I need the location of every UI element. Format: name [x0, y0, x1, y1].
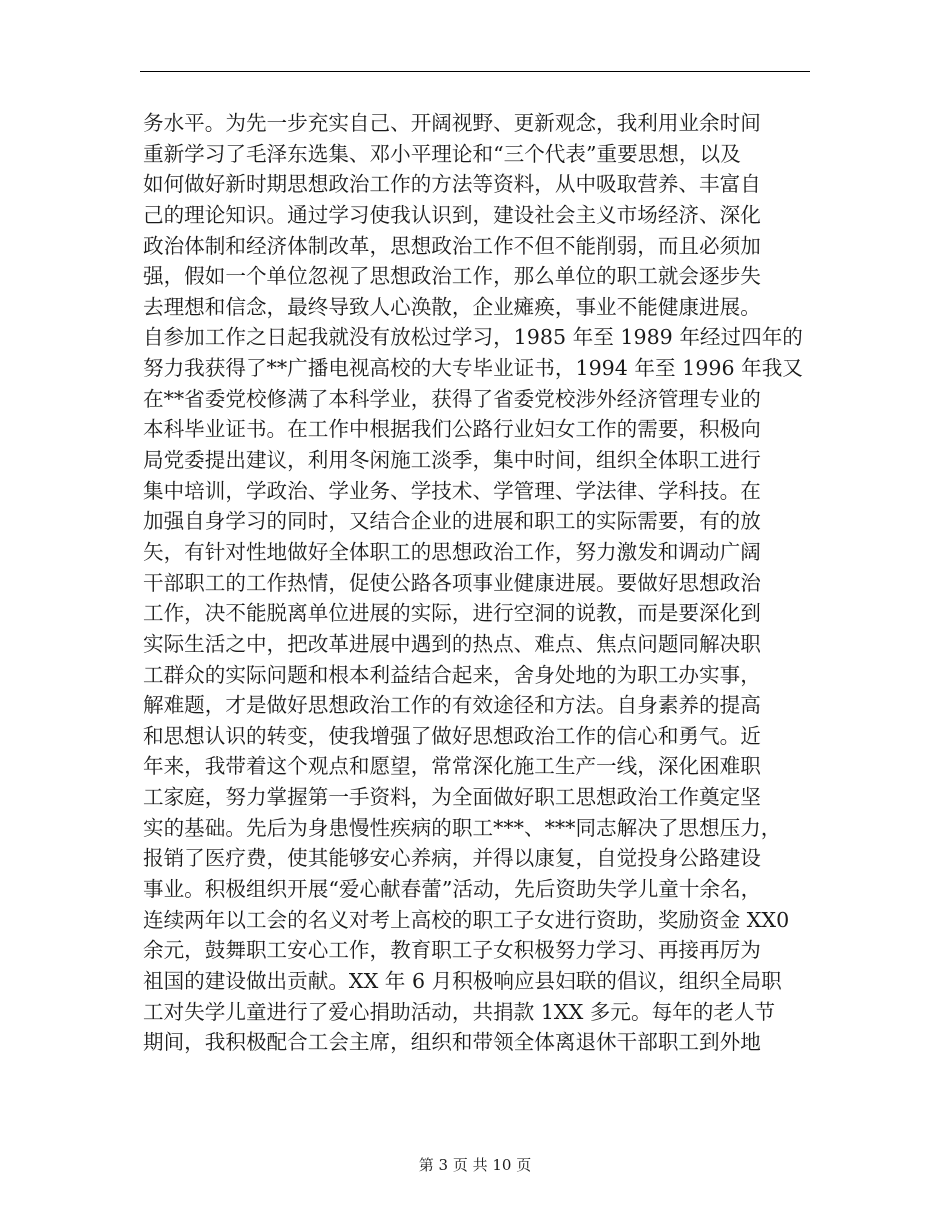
text-line: 集中培训，学政治、学业务、学技术、学管理、学法律、学科技。在	[143, 478, 761, 503]
text-line: 工对失学儿童进行了爱心捐助活动，共捐款 1XX 多元。每年的老人节	[143, 999, 776, 1024]
text-line: 自参加工作之日起我就没有放松过学习，1985 年至 1989 年经过四年的	[143, 325, 803, 350]
text-line: 祖国的建设做出贡献。XX 年 6 月积极响应县妇联的倡议，组织全局职	[143, 968, 782, 993]
text-line: 解难题，才是做好思想政治工作的有效途径和方法。自身素养的提高	[143, 693, 761, 718]
page-number: 第 3 页 共 10 页	[418, 1156, 532, 1174]
text-line: 连续两年以工会的名义对考上高校的职工子女进行资助，奖励资金 XX0	[143, 907, 790, 932]
text-line: 工作，决不能脱离单位进展的实际，进行空洞的说教，而是要深化到	[143, 601, 761, 626]
text-line: 重新学习了毛泽东选集、邓小平理论和“三个代表”重要思想，以及	[143, 141, 741, 166]
text-line: 己的理论知识。通过学习使我认识到，建设社会主义市场经济、深化	[143, 202, 761, 227]
text-line: 工家庭，努力掌握第一手资料，为全面做好职工思想政治工作奠定坚	[143, 785, 761, 810]
text-line: 和思想认识的转变，使我增强了做好思想政治工作的信心和勇气。近	[143, 723, 761, 748]
header-rule	[140, 71, 810, 72]
text-line: 如何做好新时期思想政治工作的方法等资料，从中吸取营养、丰富自	[143, 172, 761, 197]
text-line: 矢，有针对性地做好全体职工的思想政治工作，努力激发和调动广阔	[143, 539, 761, 564]
text-line: 事业。积极组织开展“爱心献春蕾”活动，先后资助失学儿童十余名，	[143, 877, 762, 902]
text-line: 努力我获得了**广播电视高校的大专毕业证书，1994 年至 1996 年我又	[143, 356, 803, 381]
body-text	[143, 108, 813, 1058]
text-line: 政治体制和经济体制改革，思想政治工作不但不能削弱，而且必须加	[143, 233, 761, 258]
text-line: 本科毕业证书。在工作中根据我们公路行业妇女工作的需要，积极向	[143, 417, 761, 442]
text-line: 加强自身学习的同时，又结合企业的进展和职工的实际需要，有的放	[143, 509, 761, 534]
text-line: 余元，鼓舞职工安心工作，教育职工子女积极努力学习、再接再厉为	[143, 938, 761, 963]
text-line: 年来，我带着这个观点和愿望，常常深化施工生产一线，深化困难职	[143, 754, 761, 779]
text-line: 干部职工的工作热情，促使公路各项事业健康进展。要做好思想政治	[143, 570, 761, 595]
text-line: 在**省委党校修满了本科学业，获得了省委党校涉外经济管理专业的	[143, 386, 761, 411]
text-line: 报销了医疗费，使其能够安心养病，并得以康复，自觉投身公路建设	[143, 846, 761, 871]
text-line: 实际生活之中，把改革进展中遇到的热点、难点、焦点问题同解决职	[143, 631, 761, 656]
text-line: 去理想和信念，最终导致人心涣散，企业瘫痪，事业不能健康进展。	[143, 294, 761, 319]
text-line: 工群众的实际问题和根本利益结合起来，舍身处地的为职工办实事，	[143, 662, 761, 687]
text-line: 实的基础。先后为身患慢性疾病的职工***、***同志解决了思想压力，	[143, 815, 782, 840]
text-line: 局党委提出建议，利用冬闲施工淡季，集中时间，组织全体职工进行	[143, 448, 761, 473]
text-line: 期间，我积极配合工会主席，组织和带领全体离退休干部职工到外地	[143, 1030, 761, 1055]
text-line: 强，假如一个单位忽视了思想政治工作，那么单位的职工就会逐步失	[143, 264, 761, 289]
text-line: 务水平。为先一步充实自己、开阔视野、更新观念，我利用业余时间	[143, 111, 761, 135]
